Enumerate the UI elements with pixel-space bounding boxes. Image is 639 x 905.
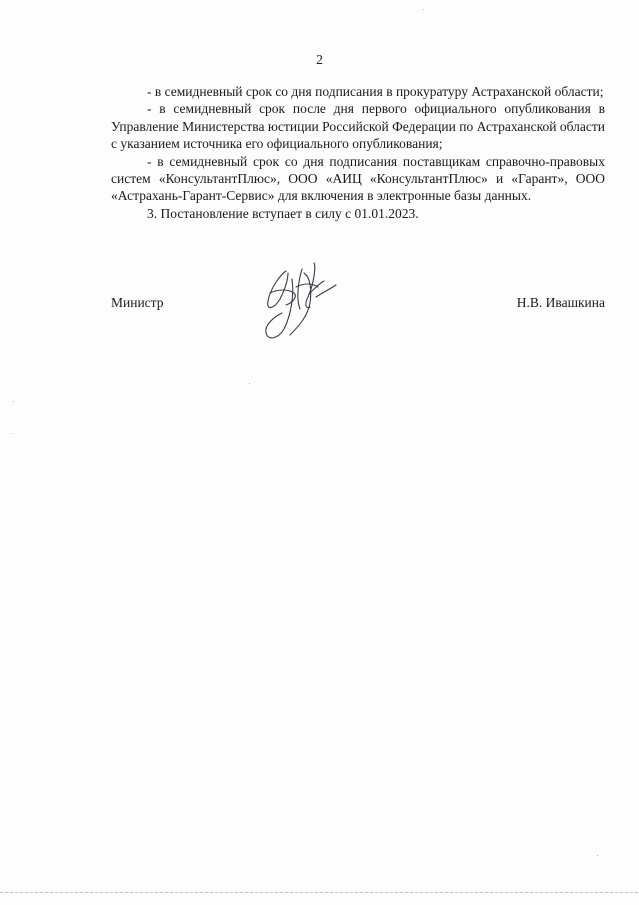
scan-artifact: [249, 383, 250, 384]
signatory-name: Н.В. Ивашкина: [516, 295, 605, 310]
scan-artifact: [597, 855, 598, 856]
scan-artifact: [423, 9, 424, 10]
scan-artifact: [13, 401, 14, 402]
paragraph-legal-systems: - в семидневный срок со дня подписания поставщикам справочно-правовых систем «КонсультантПлюс», ООО «АИЦ «КонсультантПлюс» и «Гарант», ООО «Астрахань-Гарант-Сервис» для включения в электронные базы данных.: [111, 153, 605, 204]
signature-block: [111, 294, 605, 314]
paragraph-ministry-of-justice: - в семидневный срок после дня первого официального опубликования в Управление Министерства юстиции Российской Федерации по Астраханской области с указанием источника его официального опубликования;: [111, 101, 605, 152]
document-body: [111, 83, 605, 222]
scan-artifact: [12, 433, 13, 434]
paragraph-effective-date: 3. Постановление вступает в силу с 01.01.2023.: [147, 205, 419, 221]
signatory-title: Министр: [111, 295, 164, 310]
paragraph-prosecutor: - в семидневный срок со дня подписания в прокуратуру Астраханской области;: [147, 84, 604, 99]
page-number: 2: [316, 52, 323, 67]
scan-edge-line: [0, 892, 639, 893]
